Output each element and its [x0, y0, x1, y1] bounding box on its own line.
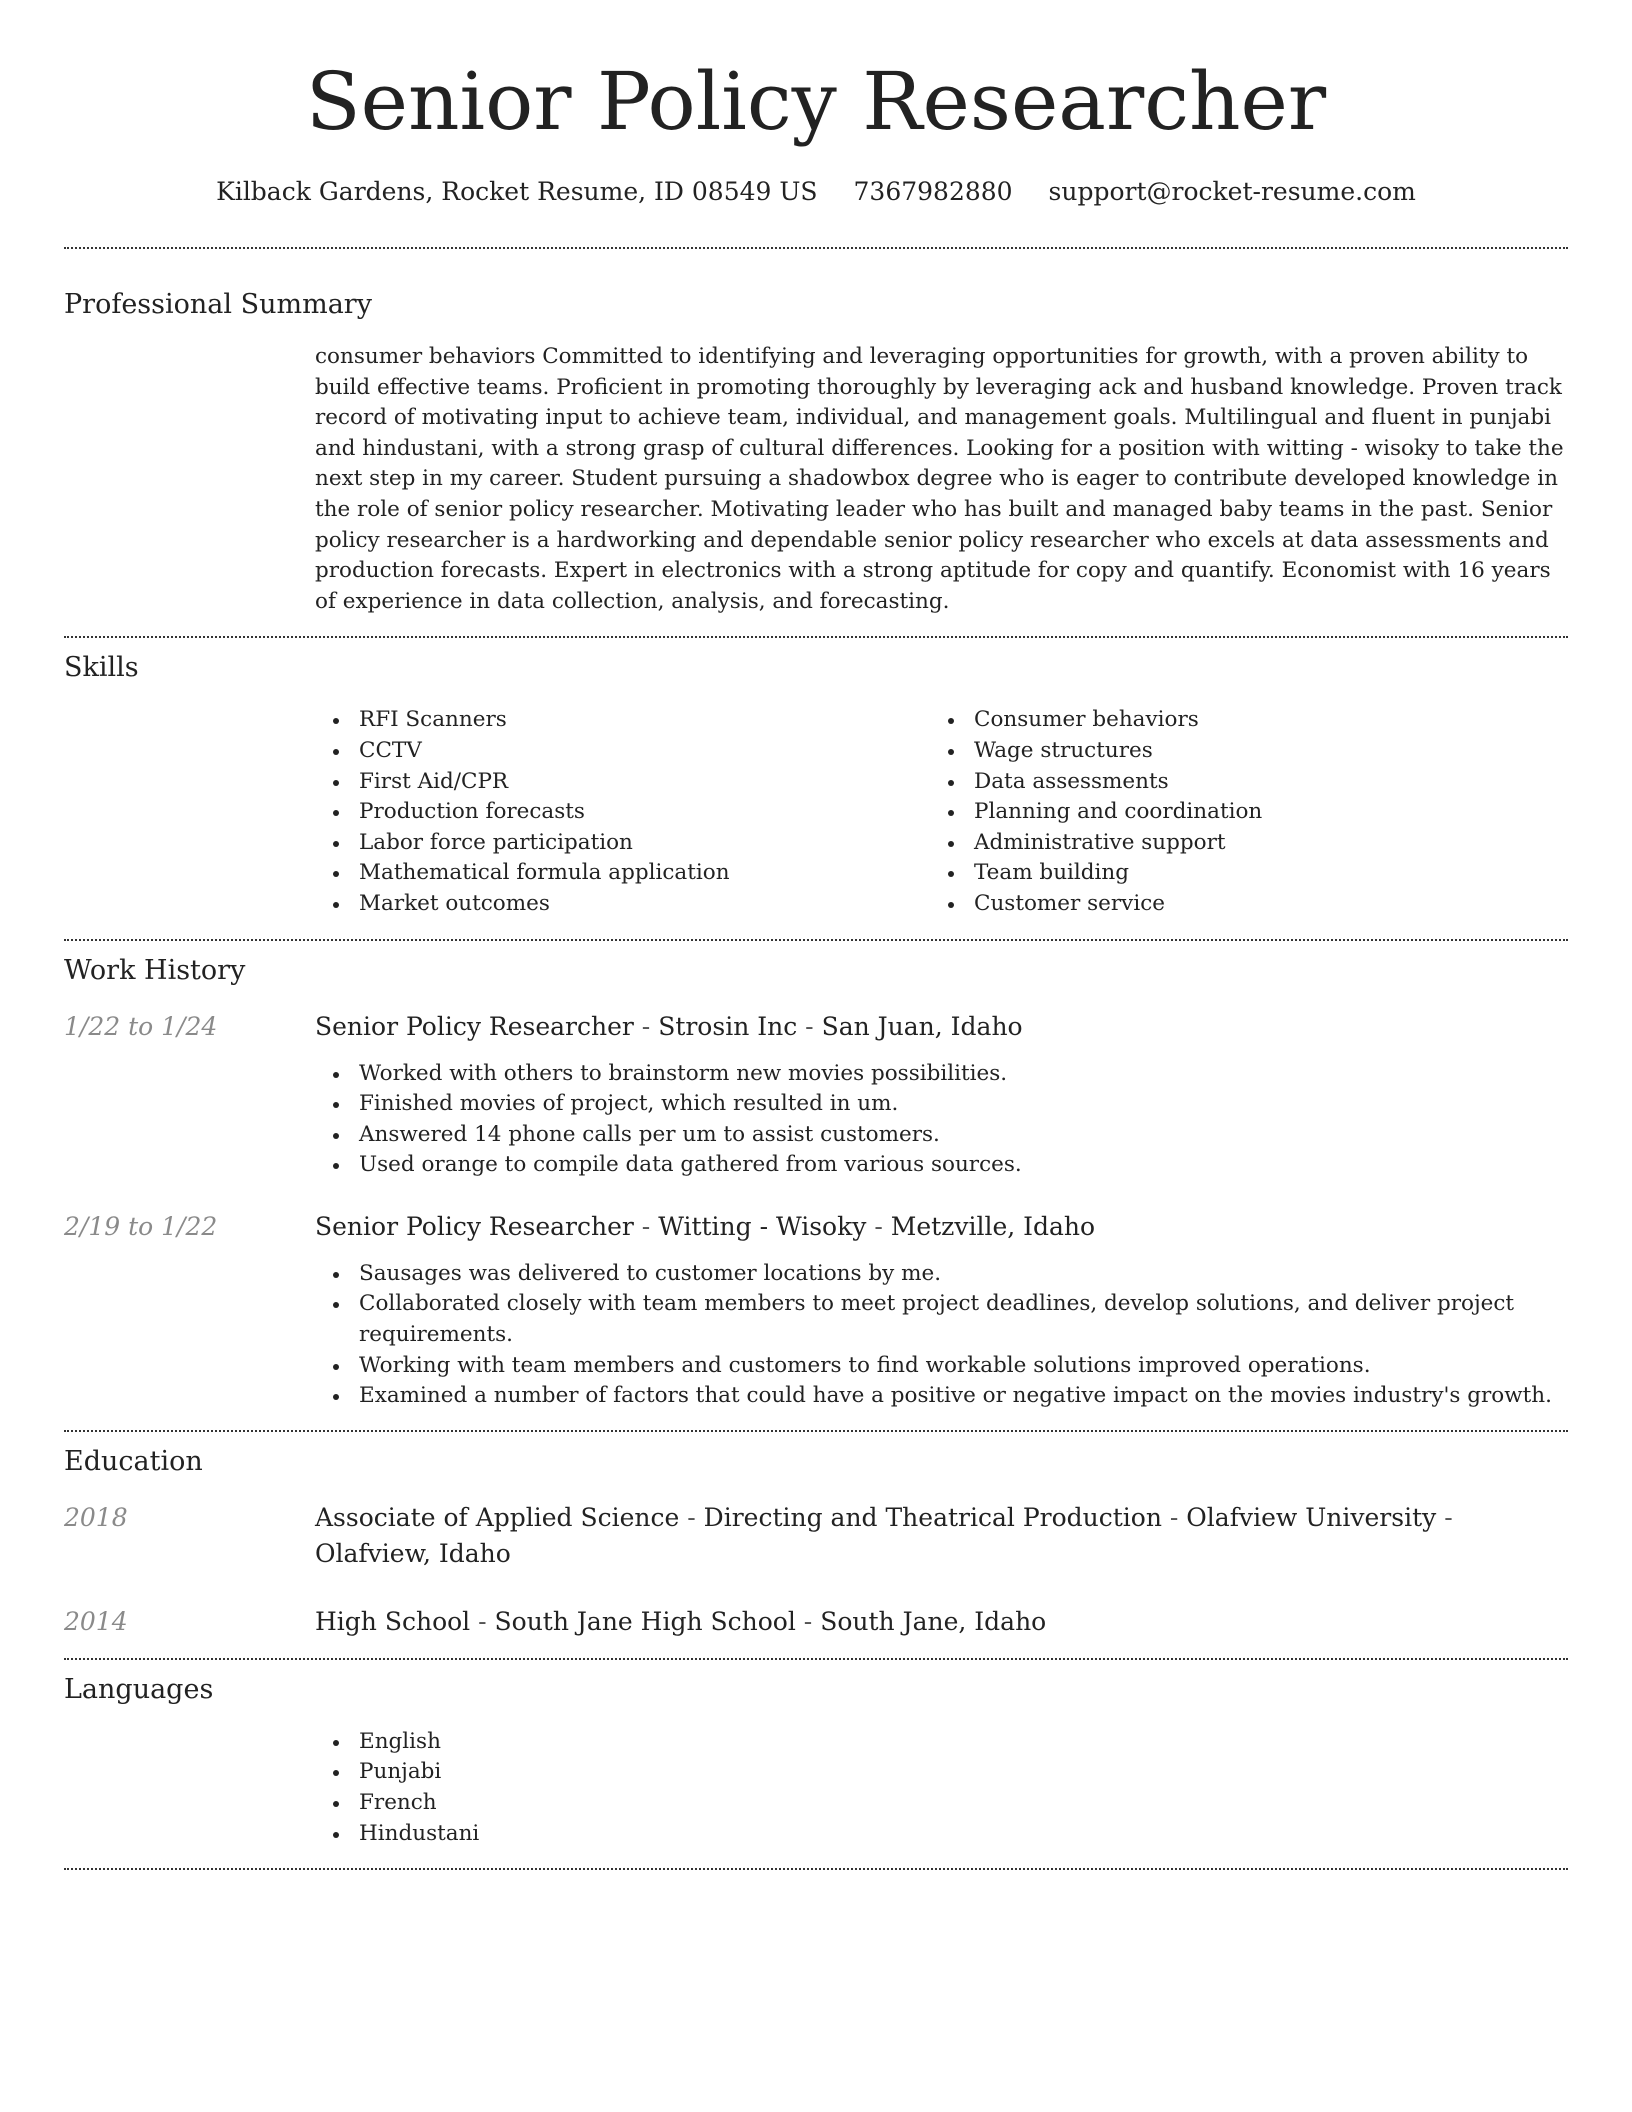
job-main — [315, 1009, 1568, 1181]
skill-item: Consumer behaviors — [930, 705, 1545, 736]
education-main — [315, 1604, 1568, 1640]
contact-email: support@rocket-resume.com — [1048, 177, 1416, 206]
separator: - — [797, 1011, 822, 1041]
skill-item: Mathematical formula application — [315, 858, 930, 889]
separator: - — [633, 1211, 659, 1241]
skill-item: RFI Scanners — [315, 705, 930, 736]
job-bullets — [315, 1059, 1568, 1181]
job-entry — [64, 1009, 1568, 1181]
divider — [64, 1658, 1568, 1660]
job-title — [315, 1209, 1568, 1245]
skills-list-right — [930, 705, 1545, 919]
skills-section — [64, 650, 1568, 919]
job-bullet: Examined a number of factors that could have a positive or negative impact on the movies industry's growth. — [315, 1381, 1568, 1412]
skill-item: Wage structures — [930, 736, 1545, 767]
section-heading-work: Work History — [64, 954, 246, 986]
education-entry — [64, 1500, 1568, 1572]
job-bullet: Collaborated closely with team members to meet project deadlines, develop solutions, and deliver project requirements. — [315, 1289, 1568, 1350]
job-title — [315, 1009, 1568, 1045]
divider — [64, 247, 1568, 249]
skill-item: Administrative support — [930, 828, 1545, 859]
skills-list-left — [315, 705, 930, 919]
section-heading-summary: Professional Summary — [64, 289, 372, 320]
languages-list — [315, 1727, 1568, 1849]
job-dates: 2/19 to 1/22 — [64, 1211, 218, 1241]
language-item: French — [315, 1788, 1568, 1819]
separator: - — [866, 1211, 891, 1241]
separator: - — [633, 1011, 659, 1041]
job-main — [315, 1209, 1568, 1412]
work-section — [64, 953, 1568, 1412]
job-location: Metzville, Idaho — [890, 1211, 1096, 1241]
divider — [64, 939, 1568, 941]
education-section — [64, 1444, 1568, 1640]
contact-address: Kilback Gardens, Rocket Resume, ID 08549 US — [216, 177, 818, 206]
education-entry — [64, 1604, 1568, 1640]
skill-item: Labor force participation — [315, 828, 930, 859]
separator: - — [795, 1606, 821, 1636]
job-bullet: Finished movies of project, which resulted in um. — [315, 1089, 1568, 1120]
section-heading-education: Education — [64, 1445, 203, 1477]
education-list — [64, 1500, 1568, 1640]
skill-item: Customer service — [930, 889, 1545, 920]
skill-item: CCTV — [315, 736, 930, 767]
divider — [64, 636, 1568, 638]
contact-phone: 7367982880 — [853, 177, 1013, 206]
skill-item: Data assessments — [930, 767, 1545, 798]
job-bullet: Sausages was delivered to customer locations by me. — [315, 1259, 1568, 1290]
job-bullet: Worked with others to brainstorm new movies possibilities. — [315, 1059, 1568, 1090]
separator: - — [679, 1502, 704, 1532]
job-bullet: Answered 14 phone calls per um to assist customers. — [315, 1120, 1568, 1151]
education-location: South Jane, Idaho — [820, 1606, 1047, 1636]
education-school: Olafview University — [1186, 1502, 1437, 1532]
job-entry — [64, 1209, 1568, 1412]
education-title — [315, 1500, 1568, 1572]
section-heading-skills: Skills — [64, 652, 139, 684]
job-dates: 1/22 to 1/24 — [64, 1011, 218, 1041]
skill-item: First Aid/CPR — [315, 767, 930, 798]
job-bullet: Used orange to compile data gathered from various sources. — [315, 1150, 1568, 1181]
job-list — [64, 1009, 1568, 1412]
education-degree: Associate of Applied Science — [315, 1502, 680, 1532]
job-bullets — [315, 1259, 1568, 1412]
contact-line — [64, 174, 1568, 210]
separator: - — [1161, 1502, 1187, 1532]
summary-text: consumer behaviors Committed to identifying and leveraging opportunities for growth, with a proven ability to build effective teams. Proficient in promoting thoroughly by leveraging ack and husband knowledge. Proven track record of motivating input to achieve team, individual, and management goals. Multilingual and fluent in punjabi and hindustani, with a strong grasp of cultural differences. Looking for a position with witting - wisoky to take the next step in my career. Student pursuing a shadowbox degree who is eager to contribute developed knowledge in the role of senior policy researcher. Motivating leader who has built and managed baby teams in the past. Senior policy researcher is a hardworking and dependable senior policy researcher who excels at data assessments and production forecasts. Expert in electronics with a strong aptitude for copy and quantify. Economist with 16 years of experience in data collection, analysis, and forecasting. — [315, 344, 1564, 614]
section-heading-languages: Languages — [64, 1673, 214, 1705]
divider — [64, 1430, 1568, 1432]
language-item: English — [315, 1727, 1568, 1758]
job-bullet: Working with team members and customers to find workable solutions improved operations. — [315, 1351, 1568, 1382]
language-item: Punjabi — [315, 1757, 1568, 1788]
education-year: 2018 — [64, 1502, 128, 1532]
education-main — [315, 1500, 1568, 1572]
job-company: Witting - Wisoky — [658, 1211, 867, 1241]
separator: - — [1436, 1502, 1453, 1532]
separator: - — [470, 1606, 495, 1636]
job-position: Senior Policy Researcher — [315, 1011, 634, 1041]
skill-item: Planning and coordination — [930, 797, 1545, 828]
language-item: Hindustani — [315, 1819, 1568, 1850]
education-location: Olafview, Idaho — [315, 1538, 511, 1568]
divider — [64, 1868, 1568, 1870]
skill-item: Market outcomes — [315, 889, 930, 920]
summary-section — [64, 287, 1568, 617]
skill-item: Team building — [930, 858, 1545, 889]
education-year: 2014 — [64, 1606, 128, 1636]
education-field: Directing and Theatrical Production — [703, 1502, 1162, 1532]
skill-item: Production forecasts — [315, 797, 930, 828]
languages-section — [64, 1672, 1568, 1849]
education-title — [315, 1604, 1568, 1640]
job-location: San Juan, Idaho — [821, 1011, 1023, 1041]
resume-page — [64, 0, 1568, 1870]
job-position: Senior Policy Researcher — [315, 1211, 634, 1241]
page-title: Senior Policy Researcher — [305, 55, 1327, 148]
education-degree: High School — [315, 1606, 471, 1636]
education-school: South Jane High School — [494, 1606, 796, 1636]
job-company: Strosin Inc — [658, 1011, 798, 1041]
skills-grid — [315, 705, 1568, 919]
